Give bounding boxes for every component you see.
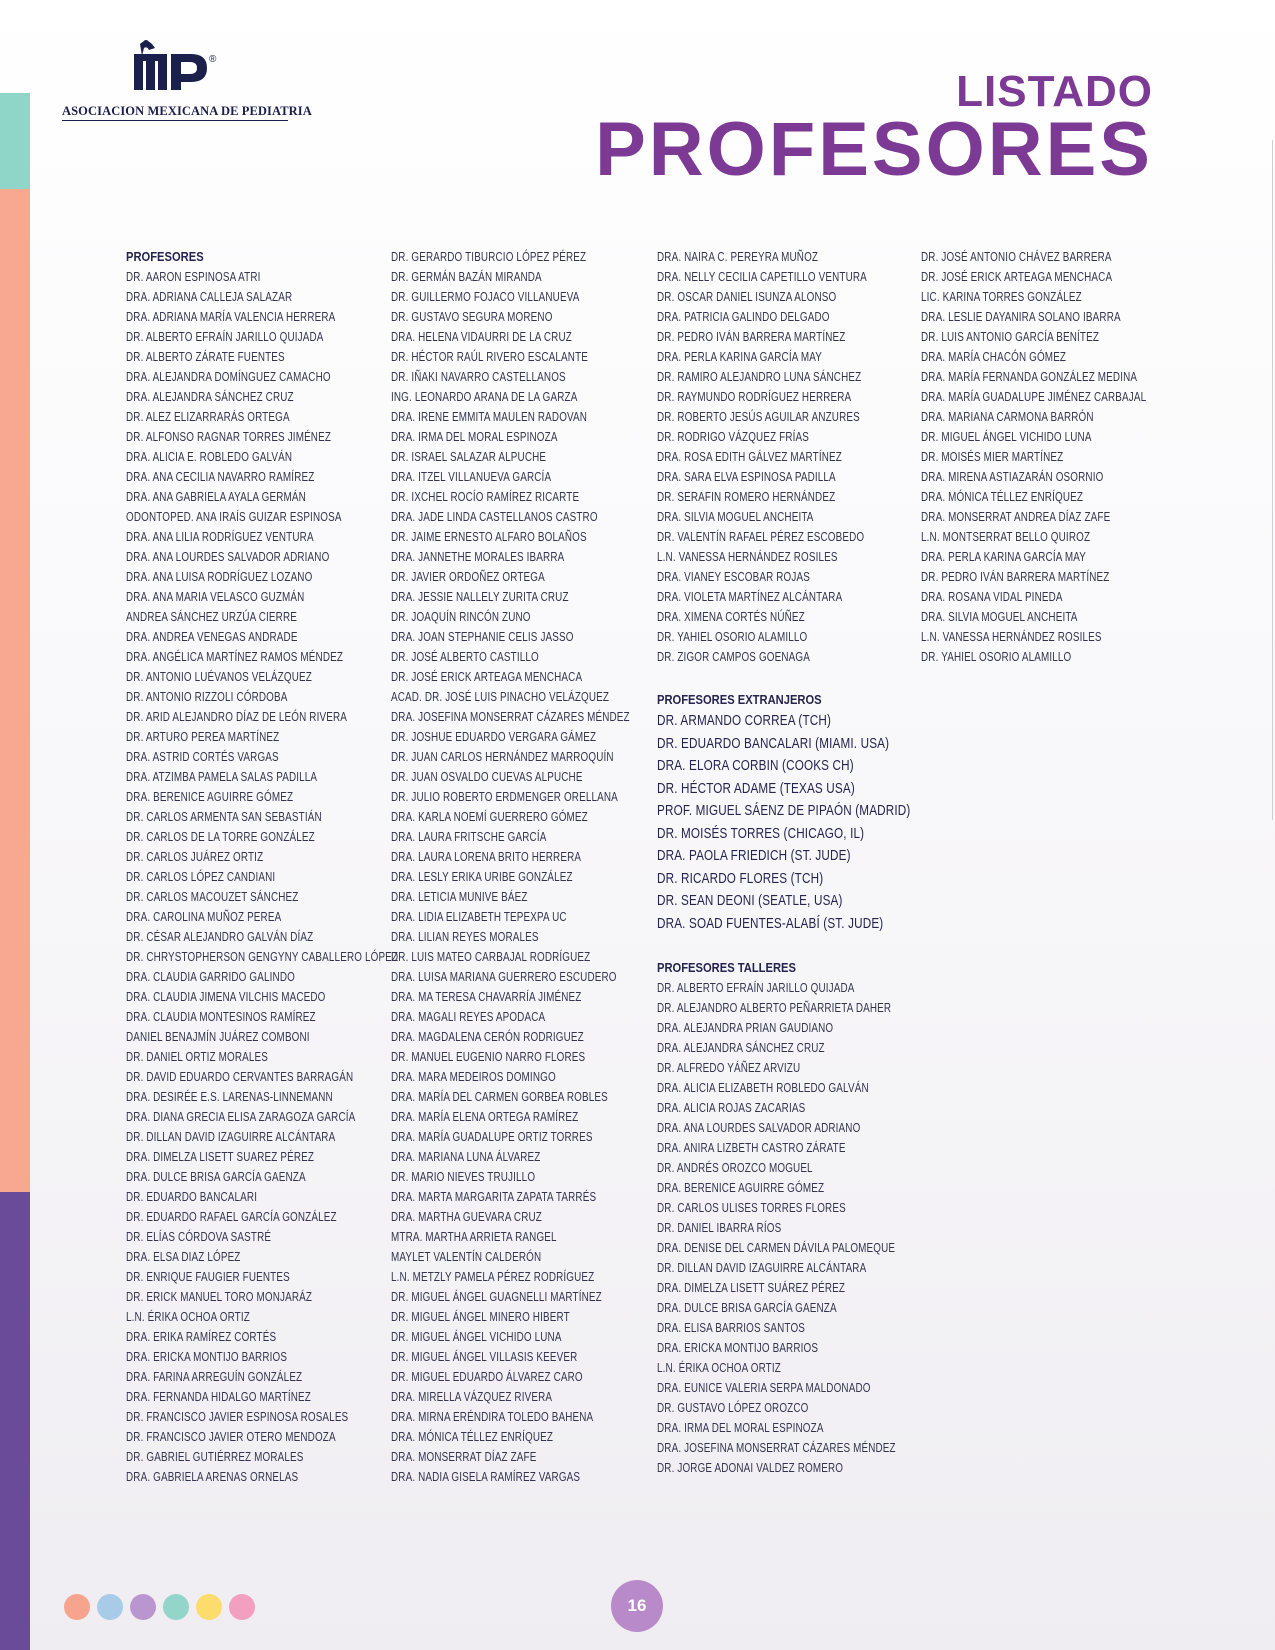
professor-name: DRA. NADIA GISELA RAMÍREZ VARGAS	[391, 1469, 581, 1484]
professor-name: DR. YAHIEL OSORIO ALAMILLO	[921, 649, 1072, 664]
professor-name: DRA. ALICIA E. ROBLEDO GALVÁN	[126, 449, 293, 464]
professor-name: DR. PEDRO IVÁN BARRERA MARTÍNEZ	[657, 329, 846, 344]
professor-name: DRA. MARÍA DEL CARMEN GORBEA ROBLES	[391, 1089, 608, 1104]
svg-text:®: ®	[209, 54, 217, 65]
professor-name: DRA. ANA MARIA VELASCO GUZMÁN	[126, 589, 305, 604]
professor-name: DR. ARTURO PEREA MARTÍNEZ	[126, 729, 280, 744]
professor-name: DRA. LETICIA MUNIVE BÁEZ	[391, 889, 528, 904]
professor-name: DRA. MÓNICA TÉLLEZ ENRÍQUEZ	[391, 1429, 554, 1444]
professor-name: DR. GUILLERMO FOJACO VILLANUEVA	[391, 289, 580, 304]
professor-name: DRA. MARÍA ELENA ORTEGA RAMÍREZ	[391, 1109, 579, 1124]
professor-name: L.N. MONTSERRAT BELLO QUIROZ	[921, 529, 1091, 544]
professor-name: DR. ALBERTO ZÁRATE FUENTES	[126, 349, 285, 364]
professor-name: DR. YAHIEL OSORIO ALAMILLO	[657, 629, 808, 644]
professor-name: DRA. HELENA VIDAURRI DE LA CRUZ	[391, 329, 572, 344]
professor-name: DRA. VIANEY ESCOBAR ROJAS	[657, 569, 810, 584]
professor-name: DR. MIGUEL ÁNGEL GUAGNELLI MARTÍNEZ	[391, 1289, 602, 1304]
professor-name: DR. IÑAKI NAVARRO CASTELLANOS	[391, 369, 566, 384]
professor-name: DR. GUSTAVO LÓPEZ OROZCO	[657, 1400, 809, 1415]
professor-name: LIC. KARINA TORRES GONZÁLEZ	[921, 289, 1082, 304]
professor-name: DR. ERICK MANUEL TORO MONJARÁZ	[126, 1289, 313, 1304]
professor-name: DRA. BERENICE AGUIRRE GÓMEZ	[657, 1180, 825, 1195]
professor-name: DR. CHRYSTOPHERSON GENGYNY CABALLERO LÓPEZ	[126, 949, 399, 964]
professor-name: DR. ISRAEL SALAZAR ALPUCHE	[391, 449, 547, 464]
professor-name: DRA. MIRENA ASTIAZARÁN OSORNIO	[921, 469, 1104, 484]
professor-name: DR. CÉSAR ALEJANDRO GALVÁN DÍAZ	[126, 929, 314, 944]
professor-name: DRA. JESSIE NALLELY ZURITA CRUZ	[391, 589, 569, 604]
professor-name: DRA. DESIRÉE E.S. LARENAS-LINNEMANN	[126, 1089, 333, 1104]
professor-name: DR. RODRIGO VÁZQUEZ FRÍAS	[657, 429, 810, 444]
professor-name: DRA. LAURA LORENA BRITO HERRERA	[391, 849, 582, 864]
page-title-line1: LISTADO	[956, 67, 1153, 116]
professor-name: DRA. DULCE BRISA GARCÍA GAENZA	[126, 1169, 306, 1184]
professor-name: DR. CARLOS JUÁREZ ORTIZ	[126, 849, 264, 864]
professor-name: DR. VALENTÍN RAFAEL PÉREZ ESCOBEDO	[657, 529, 865, 544]
sidebar-accent-purple	[0, 1192, 30, 1650]
professor-name: DRA. MAGDALENA CERÓN RODRIGUEZ	[391, 1029, 584, 1044]
professor-name: DRA. LAURA FRITSCHE GARCÍA	[391, 829, 547, 844]
professor-name: L.N. METZLY PAMELA PÉREZ RODRÍGUEZ	[391, 1269, 595, 1284]
professor-name: DRA. DIMELZA LISETT SUÁREZ PÉREZ	[657, 1280, 846, 1295]
professor-name: DANIEL BENAJMÍN JUÁREZ COMBONI	[126, 1029, 310, 1044]
professor-name: DR. JAIME ERNESTO ALFARO BOLAÑOS	[391, 529, 587, 544]
color-dot	[97, 1594, 123, 1620]
professor-name: DR. DANIEL ORTIZ MORALES	[126, 1049, 269, 1064]
professor-name: DR. LUIS ANTONIO GARCÍA BENÍTEZ	[921, 329, 1100, 344]
professor-name: DR. ANTONIO RIZZOLI CÓRDOBA	[126, 689, 288, 704]
professor-name: DR. ALBERTO EFRAÍN JARILLO QUIJADA	[126, 329, 324, 344]
amp-logo	[62, 38, 312, 122]
professor-name: DRA. ATZIMBA PAMELA SALAS PADILLA	[126, 769, 318, 784]
professor-name: DRA. MARTA MARGARITA ZAPATA TARRÉS	[391, 1189, 597, 1204]
professor-name: DR. PEDRO IVÁN BARRERA MARTÍNEZ	[921, 569, 1110, 584]
color-dot	[229, 1594, 255, 1620]
professor-name: DR. ALFONSO RAGNAR TORRES JIMÉNEZ	[126, 429, 332, 444]
professor-name: DR. OSCAR DANIEL ISUNZA ALONSO	[657, 289, 837, 304]
professor-name: DRA. DULCE BRISA GARCÍA GAENZA	[657, 1300, 837, 1315]
professor-name: DRA. DENISE DEL CARMEN DÁVILA PALOMEQUE	[657, 1240, 896, 1255]
professor-name: DRA. ELSA DIAZ LÓPEZ	[126, 1249, 241, 1264]
professor-name: DR. MOISÉS MIER MARTÍNEZ	[921, 449, 1064, 464]
color-dot	[196, 1594, 222, 1620]
page-number-badge: 16	[611, 1580, 663, 1632]
professor-name: DRA. XIMENA CORTÉS NÚÑEZ	[657, 609, 805, 624]
professor-name: DRA. ELISA BARRIOS SANTOS	[657, 1320, 806, 1335]
professor-name: DRA. MARÍA GUADALUPE JIMÉNEZ CARBAJAL	[921, 389, 1147, 404]
professor-name: DRA. LESLY ERIKA URIBE GONZÁLEZ	[391, 869, 573, 884]
section-heading: PROFESORES EXTRANJEROS	[657, 692, 822, 707]
professor-name: DR. MOISÉS TORRES (CHICAGO, IL)	[657, 824, 865, 842]
professor-name: DR. ROBERTO JESÚS AGUILAR ANZURES	[657, 409, 860, 424]
professors-column-1	[126, 247, 399, 1487]
professor-name: DRA. ANIRA LIZBETH CASTRO ZÁRATE	[657, 1140, 846, 1155]
professor-name: DR. JOSÉ ERICK ARTEAGA MENCHACA	[921, 269, 1113, 284]
professor-name: DR. JAVIER ORDOÑEZ ORTEGA	[391, 569, 545, 584]
professor-name: DRA. MIRNA ERÉNDIRA TOLEDO BAHENA	[391, 1409, 594, 1424]
professor-name: DR. MANUEL EUGENIO NARRO FLORES	[391, 1049, 586, 1064]
professor-name: DR. JOSÉ ANTONIO CHÁVEZ BARRERA	[921, 249, 1112, 264]
professor-name: MAYLET VALENTÍN CALDERÓN	[391, 1249, 542, 1264]
professor-name: DRA. ANGÉLICA MARTÍNEZ RAMOS MÉNDEZ	[126, 649, 344, 664]
amp-logo-mark-icon	[62, 38, 292, 104]
professor-name: DRA. EUNICE VALERIA SERPA MALDONADO	[657, 1380, 871, 1395]
professor-name: DR. IXCHEL ROCÍO RAMÍREZ RICARTE	[391, 489, 580, 504]
professor-name: ODONTOPED. ANA IRAÍS GUIZAR ESPINOSA	[126, 509, 342, 524]
professor-name: DR. MIGUEL ÁNGEL VICHIDO LUNA	[921, 429, 1092, 444]
professor-name: DR. CARLOS ARMENTA SAN SEBASTIÁN	[126, 809, 322, 824]
professor-name: DR. ZIGOR CAMPOS GOENAGA	[657, 649, 810, 664]
section-heading: PROFESORES	[126, 249, 204, 264]
page-title-line2: PROFESORES	[595, 107, 1153, 192]
professor-name: DRA. LIDIA ELIZABETH TEPEXPA UC	[391, 909, 567, 924]
sidebar-accent-salmon	[0, 189, 30, 1192]
professor-name: DR. ELÍAS CÓRDOVA SASTRÉ	[126, 1229, 272, 1244]
professor-name: ING. LEONARDO ARANA DE LA GARZA	[391, 389, 578, 404]
professor-name: DRA. ADRIANA MARÍA VALENCIA HERRERA	[126, 309, 336, 324]
professor-name: DRA. KARLA NOEMÍ GUERRERO GÓMEZ	[391, 809, 588, 824]
professor-name: DR. JORGE ADONAI VALDEZ ROMERO	[657, 1460, 844, 1475]
professors-column-3	[657, 247, 919, 1478]
page-edge-line	[1272, 140, 1273, 820]
professor-name: DR. ARMANDO CORREA (TCH)	[657, 712, 832, 729]
professor-name: DR. MARIO NIEVES TRUJILLO	[391, 1169, 536, 1184]
professor-name: DRA. LUISA MARIANA GUERRERO ESCUDERO	[391, 969, 617, 984]
professor-name: DRA. MA TERESA CHAVARRÍA JIMÉNEZ	[391, 989, 582, 1004]
professor-name: DRA. SOAD FUENTES-ALABÍ (ST. JUDE)	[657, 914, 884, 932]
professor-name: DR. RICARDO FLORES (TCH)	[657, 869, 824, 887]
professor-name: DR. ARID ALEJANDRO DÍAZ DE LEÓN RIVERA	[126, 709, 347, 724]
professor-name: DR. JOSÉ ERICK ARTEAGA MENCHACA	[391, 669, 583, 684]
professor-name: DRA. MARTHA GUEVARA CRUZ	[391, 1209, 542, 1224]
professor-name: DR. MIGUEL ÁNGEL VICHIDO LUNA	[391, 1329, 562, 1344]
professor-name: DR. MIGUEL ÁNGEL VILLASIS KEEVER	[391, 1349, 578, 1364]
professor-name: DR. RAMIRO ALEJANDRO LUNA SÁNCHEZ	[657, 369, 862, 384]
professor-name: DRA. DIMELZA LISETT SUAREZ PÉREZ	[126, 1149, 315, 1164]
professor-name: DR. CARLOS MACOUZET SÁNCHEZ	[126, 889, 299, 904]
professors-column-4	[921, 247, 1183, 667]
professor-name: DRA. CLAUDIA MONTESINOS RAMÍREZ	[126, 1009, 316, 1024]
professor-name: DRA. ITZEL VILLANUEVA GARCÍA	[391, 469, 552, 484]
sidebar-accent-teal	[0, 93, 30, 189]
professor-name: DR. JULIO ROBERTO ERDMENGER ORELLANA	[391, 789, 618, 804]
section-spacer	[657, 935, 919, 958]
professor-name: DR. CARLOS DE LA TORRE GONZÁLEZ	[126, 829, 315, 844]
professor-name: DRA. JANNETHE MORALES IBARRA	[391, 549, 565, 564]
professor-name: DRA. ALEJANDRA PRIAN GAUDIANO	[657, 1020, 834, 1035]
professor-name: DRA. NAIRA C. PEREYRA MUÑOZ	[657, 249, 819, 264]
professor-name: DR. EDUARDO RAFAEL GARCÍA GONZÁLEZ	[126, 1209, 337, 1224]
professor-name: DRA. CAROLINA MUÑOZ PEREA	[126, 909, 282, 924]
professor-name: DRA. MAGALI REYES APODACA	[391, 1009, 546, 1024]
professor-name: DRA. MIRELLA VÁZQUEZ RIVERA	[391, 1389, 553, 1404]
association-name: ASOCIACION MEXICANA DE PEDIATRIA	[62, 104, 312, 118]
professor-name: DRA. ROSA EDITH GÁLVEZ MARTÍNEZ	[657, 449, 842, 464]
professor-name: DR. MIGUEL ÁNGEL MINERO HIBERT	[391, 1309, 570, 1324]
professor-name: DRA. ANA GABRIELA AYALA GERMÁN	[126, 489, 306, 504]
professor-name: DR. FRANCISCO JAVIER OTERO MENDOZA	[126, 1429, 336, 1444]
professor-name: DRA. PERLA KARINA GARCÍA MAY	[921, 549, 1086, 564]
professor-name: DRA. SILVIA MOGUEL ANCHEITA	[921, 609, 1078, 624]
professor-name: ACAD. DR. JOSÉ LUIS PINACHO VELÁZQUEZ	[391, 689, 610, 704]
professor-name: DRA. ALEJANDRA DOMÍNGUEZ CAMACHO	[126, 369, 331, 384]
professor-name: DRA. IRMA DEL MORAL ESPINOZA	[391, 429, 558, 444]
professor-name: DRA. MARIANA LUNA ÁLVAREZ	[391, 1149, 541, 1164]
professor-name: DR. AARON ESPINOSA ATRI	[126, 269, 261, 284]
professor-name: DR. ALBERTO EFRAÍN JARILLO QUIJADA	[657, 980, 855, 995]
logo-underline	[62, 120, 288, 121]
professor-name: DRA. SILVIA MOGUEL ANCHEITA	[657, 509, 814, 524]
professor-name: DRA. BERENICE AGUIRRE GÓMEZ	[126, 789, 294, 804]
professor-name: DR. LUIS MATEO CARBAJAL RODRÍGUEZ	[391, 949, 591, 964]
professor-name: DRA. MARÍA FERNANDA GONZÁLEZ MEDINA	[921, 369, 1138, 384]
professor-name: DRA. ASTRID CORTÉS VARGAS	[126, 749, 279, 764]
professor-name: DRA. ANA LOURDES SALVADOR ADRIANO	[657, 1120, 861, 1135]
professor-name: DRA. IRENE EMMITA MAULEN RADOVAN	[391, 409, 588, 424]
professor-name: DR. HÉCTOR RAÚL RIVERO ESCALANTE	[391, 349, 589, 364]
professor-name: DRA. ALICIA ELIZABETH ROBLEDO GALVÁN	[657, 1080, 869, 1095]
professor-name: DRA. MARÍA GUADALUPE ORTIZ TORRES	[391, 1129, 593, 1144]
professors-column-2	[391, 247, 653, 1487]
professor-name: L.N. VANESSA HERNÁNDEZ ROSILES	[657, 549, 838, 564]
section-spacer	[657, 667, 919, 690]
professor-name: DRA. ELORA CORBIN (COOKS CH)	[657, 757, 854, 774]
color-dot	[64, 1594, 90, 1620]
professor-name: DRA. ANA LUISA RODRÍGUEZ LOZANO	[126, 569, 313, 584]
professor-name: DRA. DIANA GRECIA ELISA ZARAGOZA GARCÍA	[126, 1109, 356, 1124]
professor-name: DRA. FERNANDA HIDALGO MARTÍNEZ	[126, 1389, 311, 1404]
professor-name: DRA. GABRIELA ARENAS ORNELAS	[126, 1469, 299, 1484]
professor-name: DR. EDUARDO BANCALARI	[126, 1189, 258, 1204]
professor-name: DR. ANTONIO LUÉVANOS VELÁZQUEZ	[126, 669, 312, 684]
professor-name: DR. GERARDO TIBURCIO LÓPEZ PÉREZ	[391, 249, 587, 264]
professor-name: DR. JOSHUE EDUARDO VERGARA GÁMEZ	[391, 729, 597, 744]
professor-name: L.N. ÉRIKA OCHOA ORTIZ	[126, 1309, 250, 1324]
professor-name: DR. MIGUEL EDUARDO ÁLVAREZ CARO	[391, 1369, 583, 1384]
professor-name: DRA. JOSEFINA MONSERRAT CÁZARES MÉNDEZ	[657, 1440, 896, 1455]
professor-name: DR. JOAQUÍN RINCÓN ZUNO	[391, 609, 531, 624]
professor-name: PROF. MIGUEL SÁENZ DE PIPAÓN (MADRID)	[657, 802, 911, 819]
professor-name: DRA. ERICKA MONTIJO BARRIOS	[126, 1349, 288, 1364]
professor-name: DRA. PATRICIA GALINDO DELGADO	[657, 309, 830, 324]
professor-name: DRA. ALEJANDRA SÁNCHEZ CRUZ	[657, 1040, 825, 1055]
professor-name: L.N. ÉRIKA OCHOA ORTIZ	[657, 1360, 781, 1375]
decorative-dots	[64, 1594, 255, 1620]
professor-name: DRA. ADRIANA CALLEJA SALAZAR	[126, 289, 293, 304]
professor-name: DR. ENRIQUE FAUGIER FUENTES	[126, 1269, 290, 1284]
professor-name: DR. JUAN CARLOS HERNÁNDEZ MARROQUÍN	[391, 749, 614, 764]
professor-name: DRA. MONSERRAT DÍAZ ZAFE	[391, 1449, 537, 1464]
color-dot	[130, 1594, 156, 1620]
professor-name: DR. RAYMUNDO RODRÍGUEZ HERRERA	[657, 389, 852, 404]
professor-name: DR. CARLOS LÓPEZ CANDIANI	[126, 869, 276, 884]
professor-name: DR. DANIEL IBARRA RÍOS	[657, 1220, 782, 1235]
professor-name: DR. JOSÉ ALBERTO CASTILLO	[391, 649, 539, 664]
professor-name: DRA. VIOLETA MARTÍNEZ ALCÁNTARA	[657, 589, 843, 604]
professor-name: DRA. PAOLA FRIEDICH (ST. JUDE)	[657, 847, 851, 864]
professor-name: DRA. SARA ELVA ESPINOSA PADILLA	[657, 469, 836, 484]
section-heading: PROFESORES TALLERES	[657, 960, 796, 975]
professor-name: DR. ALEZ ELIZARRARÁS ORTEGA	[126, 409, 290, 424]
professor-name: DRA. NELLY CECILIA CAPETILLO VENTURA	[657, 269, 867, 284]
professor-name: DRA. MONSERRAT ANDREA DÍAZ ZAFE	[921, 509, 1111, 524]
professor-name: MTRA. MARTHA ARRIETA RANGEL	[391, 1229, 557, 1244]
professor-name: DRA. LESLIE DAYANIRA SOLANO IBARRA	[921, 309, 1121, 324]
professor-name: DRA. JADE LINDA CASTELLANOS CASTRO	[391, 509, 598, 524]
professor-name: DR. GABRIEL GUTIÉRREZ MORALES	[126, 1449, 304, 1464]
professor-name: DRA. ANDREA VENEGAS ANDRADE	[126, 629, 298, 644]
professor-name: DRA. JOSEFINA MONSERRAT CÁZARES MÉNDEZ	[391, 709, 630, 724]
professor-name: DR. EDUARDO BANCALARI (MIAMI. USA)	[657, 734, 890, 752]
professor-name: DRA. LILIAN REYES MORALES	[391, 929, 539, 944]
professor-name: DRA. ALICIA ROJAS ZACARIAS	[657, 1100, 806, 1115]
professor-name: DRA. ANA LOURDES SALVADOR ADRIANO	[126, 549, 330, 564]
color-dot	[163, 1594, 189, 1620]
professor-name: DRA. ANA CECILIA NAVARRO RAMÍREZ	[126, 469, 315, 484]
professor-name: DRA. ROSANA VIDAL PINEDA	[921, 589, 1063, 604]
professor-name: DR. CARLOS ULISES TORRES FLORES	[657, 1200, 846, 1215]
professor-name: DRA. MARA MEDEIROS DOMINGO	[391, 1069, 556, 1084]
professor-name: DR. JUAN OSVALDO CUEVAS ALPUCHE	[391, 769, 583, 784]
professor-name: DRA. CLAUDIA JIMENA VILCHIS MACEDO	[126, 989, 326, 1004]
professor-name: DRA. ALEJANDRA SÁNCHEZ CRUZ	[126, 389, 294, 404]
professor-name: L.N. VANESSA HERNÁNDEZ ROSILES	[921, 629, 1102, 644]
professor-name: DR. HÉCTOR ADAME (TEXAS USA)	[657, 779, 855, 797]
professor-name: DR. DILLAN DAVID IZAGUIRRE ALCÁNTARA	[126, 1129, 336, 1144]
professor-name: DR. SERAFIN ROMERO HERNÁNDEZ	[657, 489, 836, 504]
professor-name: DR. FRANCISCO JAVIER ESPINOSA ROSALES	[126, 1409, 349, 1424]
professor-name: DR. ANDRÉS OROZCO MOGUEL	[657, 1160, 813, 1175]
professor-name: DRA. FARINA ARREGUÍN GONZÁLEZ	[126, 1369, 303, 1384]
professor-name: DR. GUSTAVO SEGURA MORENO	[391, 309, 553, 324]
professor-name: DRA. MARÍA CHACÓN GÓMEZ	[921, 349, 1067, 364]
professor-name: DR. ALEJANDRO ALBERTO PEÑARRIETA DAHER	[657, 1000, 892, 1015]
professor-name: DR. SEAN DEONI (SEATLE, USA)	[657, 892, 843, 909]
professor-name: DRA. ERICKA MONTIJO BARRIOS	[657, 1340, 819, 1355]
professor-name: DRA. MARIANA CARMONA BARRÓN	[921, 409, 1094, 424]
professor-name: DR. DAVID EDUARDO CERVANTES BARRAGÁN	[126, 1069, 354, 1084]
professor-name: DR. ALFREDO YÁÑEZ ARVIZU	[657, 1060, 801, 1075]
professor-name: DRA. JOAN STEPHANIE CELIS JASSO	[391, 629, 574, 644]
professor-name: DR. DILLAN DAVID IZAGUIRRE ALCÁNTARA	[657, 1260, 867, 1275]
professor-name: DRA. PERLA KARINA GARCÍA MAY	[657, 349, 822, 364]
professor-name: DRA. ERIKA RAMÍREZ CORTÉS	[126, 1329, 277, 1344]
professor-name: DR. GERMÁN BAZÁN MIRANDA	[391, 269, 542, 284]
professor-name: DRA. IRMA DEL MORAL ESPINOZA	[657, 1420, 824, 1435]
professor-name: ANDREA SÁNCHEZ URZÚA CIERRE	[126, 609, 297, 624]
professor-name: DRA. MÓNICA TÉLLEZ ENRÍQUEZ	[921, 489, 1084, 504]
professor-name: DRA. ANA LILIA RODRÍGUEZ VENTURA	[126, 529, 314, 544]
professor-name: DRA. CLAUDIA GARRIDO GALINDO	[126, 969, 295, 984]
